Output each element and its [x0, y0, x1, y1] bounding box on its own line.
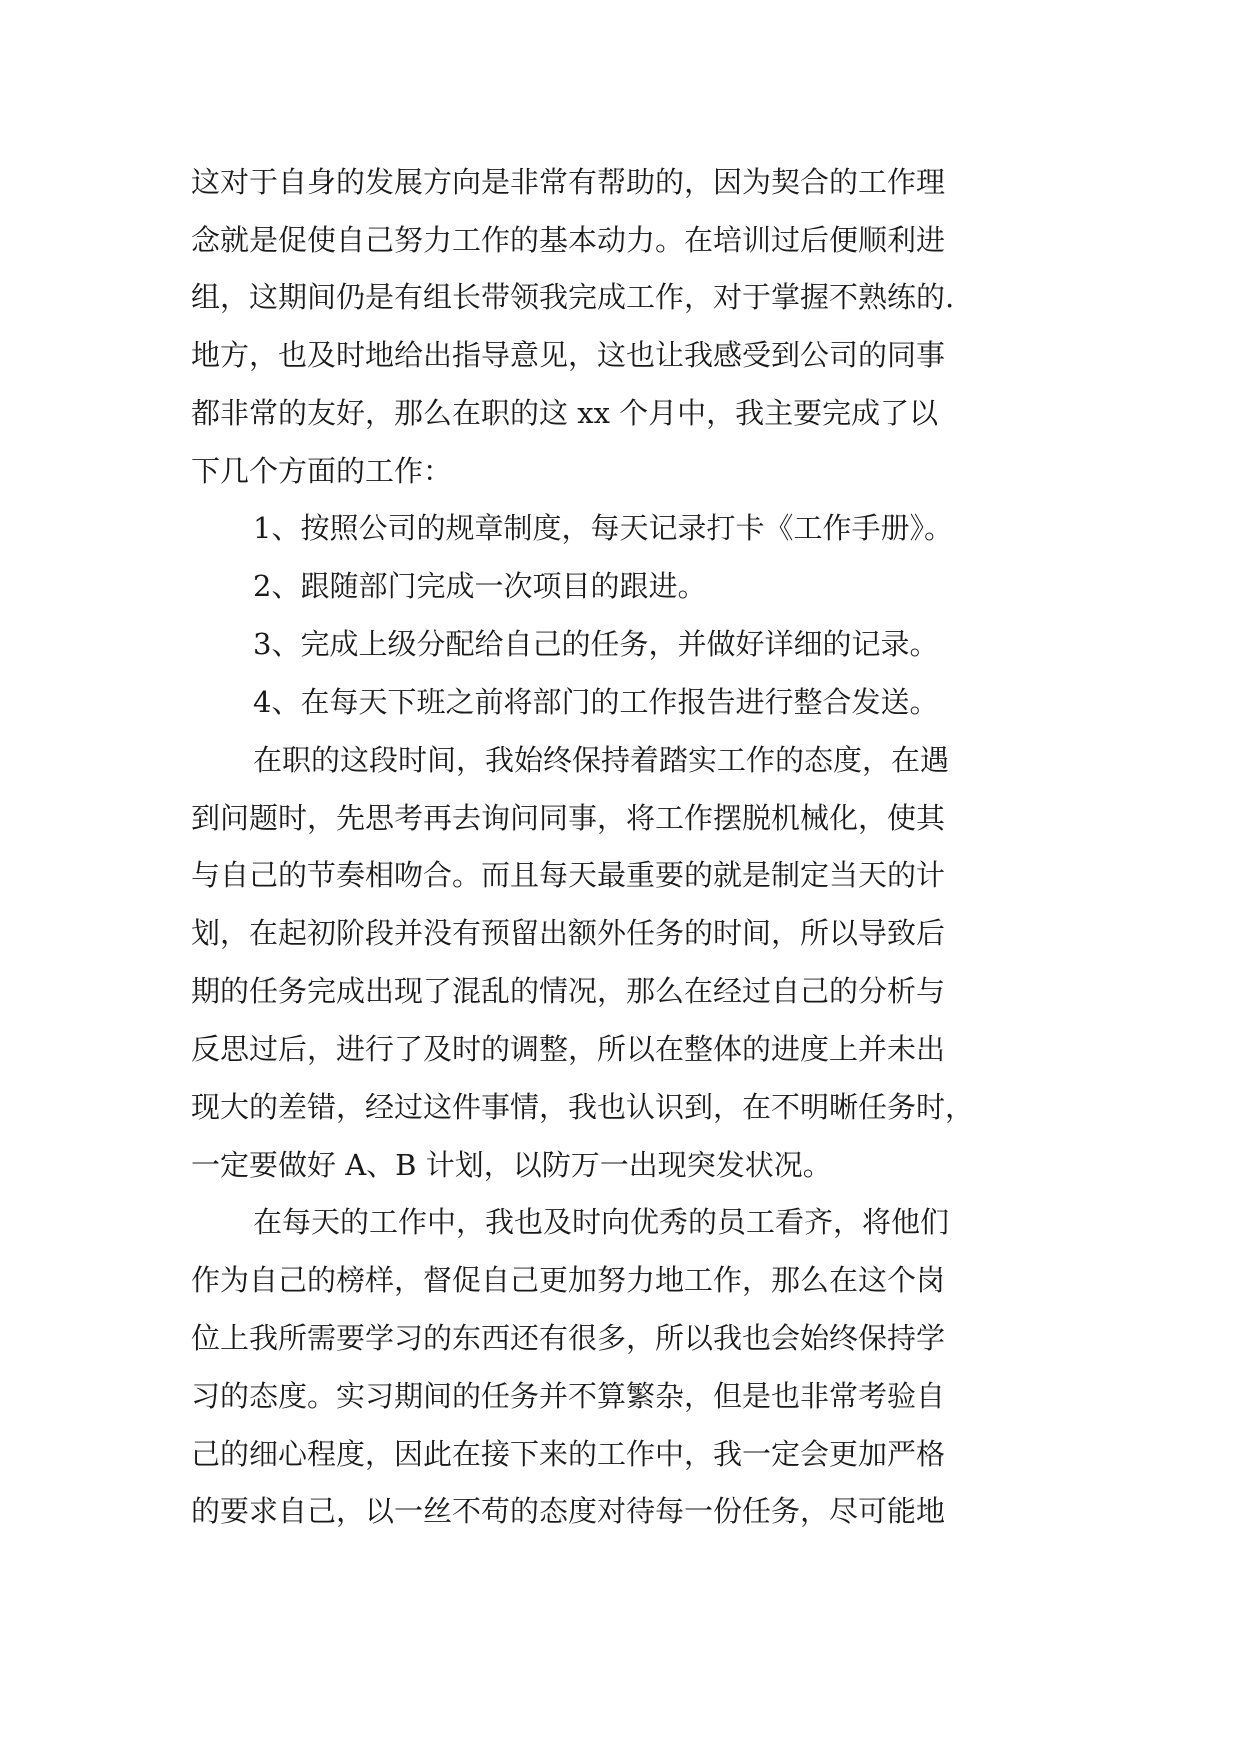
- list-item-2: 2、跟随部门完成一次项目的跟进。: [253, 569, 707, 603]
- paragraph-1-line-5: 都非常的友好，那么在职的这 xx 个月中，我主要完成了以: [191, 396, 939, 430]
- paragraph-2-line-3: 与自己的节奏相吻合。而且每天最重要的就是制定当天的计: [191, 858, 946, 892]
- paragraph-2-line-4: 划，在起初阶段并没有预留出额外任务的时间，所以导致后: [191, 916, 946, 950]
- paragraph-2-line-8: 一定要做好 A、B 计划，以防万一出现突发状况。: [191, 1148, 832, 1182]
- paragraph-3-line-4: 习的态度。实习期间的任务并不算繁杂，但是也非常考验自: [191, 1379, 946, 1413]
- list-item-3: 3、完成上级分配给自己的任务，并做好详细的记录。: [253, 627, 939, 661]
- paragraph-2-line-6: 反思过后，进行了及时的调整，所以在整体的进度上并未出: [191, 1032, 946, 1066]
- paragraph-3-line-1: 在每天的工作中，我也及时向优秀的员工看齐，将他们: [253, 1205, 950, 1239]
- list-item-1: 1、按照公司的规章制度，每天记录打卡《工作手册》。: [253, 511, 953, 545]
- paragraph-1-line-2: 念就是促使自己努力工作的基本动力。在培训过后便顺利进: [191, 223, 946, 257]
- paragraph-2-line-7: 现大的差错，经过这件事情，我也认识到，在不明晰任务时，: [191, 1090, 975, 1124]
- paragraph-1-line-4: 地方，也及时地给出指导意见，这也让我感受到公司的同事: [191, 338, 946, 372]
- paragraph-3-line-6: 的要求自己，以一丝不苟的态度对待每一份任务，尽可能地: [191, 1494, 946, 1528]
- paragraph-1-line-3: 组，这期间仍是有组长带领我完成工作，对于掌握不熟练的.: [191, 280, 955, 314]
- paragraph-2-line-2: 到问题时，先思考再去询问同事，将工作摆脱机械化，使其: [191, 801, 946, 835]
- paragraph-1-line-6: 下几个方面的工作：: [191, 454, 453, 488]
- list-item-4: 4、在每天下班之前将部门的工作报告进行整合发送。: [253, 685, 939, 719]
- paragraph-3-line-5: 己的细心程度，因此在接下来的工作中，我一定会更加严格: [191, 1437, 946, 1471]
- paragraph-3-line-3: 位上我所需要学习的东西还有很多，所以我也会始终保持学: [191, 1321, 946, 1355]
- paragraph-3-line-2: 作为自己的榜样，督促自己更加努力地工作，那么在这个岗: [191, 1263, 946, 1297]
- paragraph-1-line-1: 这对于自身的发展方向是非常有帮助的，因为契合的工作理: [191, 165, 946, 199]
- paragraph-2-line-5: 期的任务完成出现了混乱的情况，那么在经过自己的分析与: [191, 974, 946, 1008]
- paragraph-2-line-1: 在职的这段时间，我始终保持着踏实工作的态度，在遇: [253, 743, 950, 777]
